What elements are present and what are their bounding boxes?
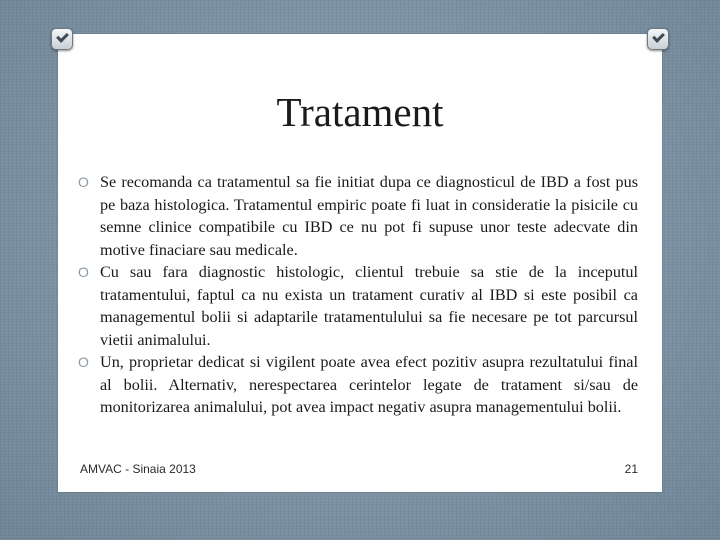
bullet-text: Se recomanda ca tratamentul sa fie initiat dupa ce diagnosticul de IBD a fost pus pe baza histologica. Tratamentul empiric poate fi luat in consideratie la pisicile cu semne clinice compatibile cu IBD ce nu pot fi supuse unor teste adecvate din motive finaciare sau medicale.	[100, 173, 638, 259]
footer-event-label: AMVAC - Sinaia 2013	[80, 462, 196, 476]
checkmark-pin-icon-left	[51, 28, 73, 50]
bullet-text: Cu sau fara diagnostic histologic, clientul trebuie sa stie de la inceputul tratamentului, faptul ca nu exista un tratament curativ al IBD si este posibil ca managementul bolii si adaptarile tratamentulului sa fie necesare pe tot parcursul vietii animalului.	[100, 263, 638, 349]
bullet-marker-icon: O	[78, 354, 89, 370]
bullet-item	[78, 351, 638, 419]
page-number: 21	[624, 462, 638, 476]
bullet-item	[78, 171, 638, 261]
bullet-list	[78, 171, 638, 419]
bullet-marker-icon: O	[78, 264, 89, 280]
checkmark-pin-icon-right	[647, 28, 669, 50]
bullet-text: Un, proprietar dedicat si vigilent poate avea efect pozitiv asupra rezultatului final al bolii. Alternativ, nerespectarea cerintelor legate de tratament si/sau de monitorizarea animalului, pot avea impact negativ asupra managementului bolii.	[100, 353, 638, 416]
bullet-marker-icon: O	[78, 174, 89, 190]
slide-title: Tratament	[276, 89, 444, 135]
bullet-item	[78, 261, 638, 351]
